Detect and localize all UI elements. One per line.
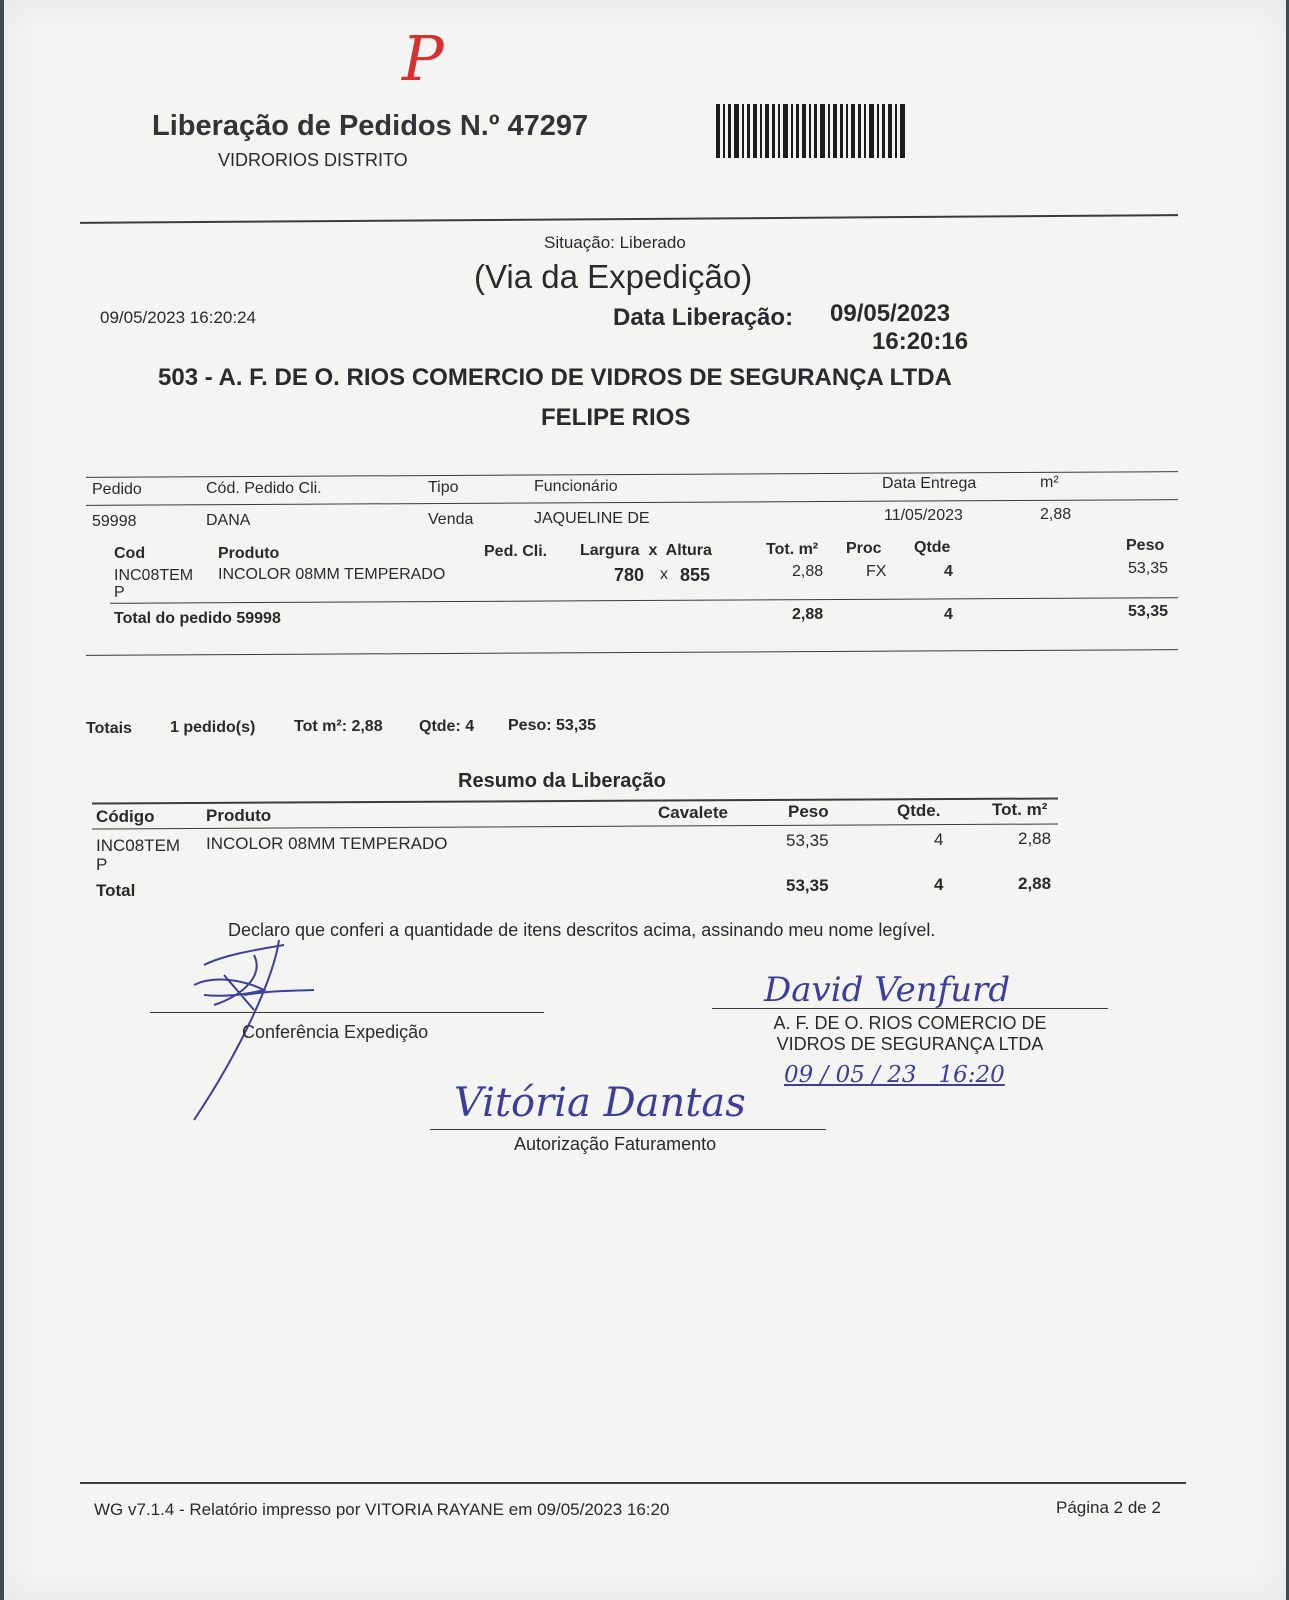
item-header-ped-cli: Ped. Cli. bbox=[484, 543, 548, 560]
data-liberacao-date: 09/05/2023 bbox=[830, 300, 951, 327]
col-header-pedido: Pedido bbox=[92, 481, 142, 498]
item-header-peso: Peso bbox=[1126, 537, 1165, 554]
order-total-tot-m2: 2,88 bbox=[792, 606, 824, 623]
client-contact: FELIPE RIOS bbox=[541, 404, 691, 431]
resumo-header-peso: Peso bbox=[788, 802, 829, 821]
footer-divider bbox=[80, 1482, 1186, 1484]
resumo-total-peso: 53,35 bbox=[786, 876, 829, 895]
totais-label: Totais bbox=[86, 720, 132, 737]
document-page bbox=[4, 0, 1286, 1600]
resumo-title: Resumo da Liberação bbox=[458, 770, 666, 792]
order-m2: 2,88 bbox=[1040, 506, 1072, 523]
col-header-funcionario: Funcionário bbox=[534, 478, 618, 495]
resumo-qtde: 4 bbox=[934, 830, 944, 849]
via-label: (Via da Expedição) bbox=[474, 258, 753, 295]
item-x: x bbox=[660, 566, 668, 583]
conferencia-label: Conferência Expedição bbox=[242, 1022, 429, 1042]
item-largura: 780 bbox=[614, 565, 645, 585]
item-qtde: 4 bbox=[944, 563, 953, 580]
totais-qtde: Qtde: 4 bbox=[419, 718, 475, 735]
resumo-header-tot-m2: Tot. m² bbox=[992, 800, 1048, 819]
item-cod-cont: P bbox=[114, 584, 125, 601]
divider bbox=[110, 597, 1178, 604]
resumo-header-qtde: Qtde. bbox=[897, 801, 941, 820]
col-header-cod-pedido-cli: Cód. Pedido Cli. bbox=[206, 480, 322, 497]
resumo-header-codigo: Código bbox=[96, 807, 155, 826]
client-signature: David Venfurd bbox=[764, 970, 1011, 1010]
order-total-peso: 53,35 bbox=[1128, 603, 1169, 620]
signature-line bbox=[712, 1008, 1108, 1009]
col-header-tipo: Tipo bbox=[428, 479, 459, 496]
footer-page-number: Página 2 de 2 bbox=[1056, 1498, 1161, 1517]
resumo-total-label: Total bbox=[96, 881, 136, 900]
col-header-m2: m² bbox=[1040, 474, 1059, 491]
resumo-header-produto: Produto bbox=[206, 806, 272, 825]
item-cod: INC08TEM bbox=[114, 567, 194, 584]
item-tot-m2: 2,88 bbox=[792, 563, 824, 580]
declaration-text: Declaro que conferi a quantidade de itens descritos acima, assinando meu nome legível. bbox=[228, 920, 936, 940]
resumo-produto: INCOLOR 08MM TEMPERADO bbox=[206, 834, 448, 853]
company-name: VIDRORIOS DISTRITO bbox=[218, 150, 408, 170]
order-total-label: Total do pedido 59998 bbox=[114, 610, 281, 627]
item-header-produto: Produto bbox=[218, 545, 280, 562]
resumo-codigo-cont: P bbox=[96, 855, 108, 874]
item-header-tot-m2: Tot. m² bbox=[766, 541, 819, 558]
footer-report-info: WG v7.1.4 - Relatório impresso por VITORIA RAYANE em 09/05/2023 16:20 bbox=[94, 1500, 670, 1519]
handwritten-mark: P bbox=[402, 22, 444, 95]
resumo-tot-m2: 2,88 bbox=[1018, 829, 1052, 848]
resumo-header-cavalete: Cavalete bbox=[658, 803, 728, 822]
item-header-proc: Proc bbox=[846, 540, 882, 557]
divider bbox=[86, 499, 1178, 506]
client-signature-name-2: VIDROS DE SEGURANÇA LTDA bbox=[776, 1034, 1044, 1054]
client-signature-name-1: A. F. DE O. RIOS COMERCIO DE bbox=[773, 1013, 1047, 1033]
item-proc: FX bbox=[866, 563, 887, 580]
resumo-codigo: INC08TEM bbox=[96, 836, 181, 855]
page-title: Liberação de Pedidos N.º 47297 bbox=[152, 110, 589, 142]
client-name: 503 - A. F. DE O. RIOS COMERCIO DE VIDROS DE SEGURANÇA LTDA bbox=[158, 364, 952, 391]
item-header-qtde: Qtde bbox=[914, 539, 951, 556]
signature-line bbox=[430, 1129, 826, 1130]
autorizacao-signature: Vitória Dantas bbox=[454, 1080, 746, 1126]
data-liberacao-label: Data Liberação: bbox=[613, 304, 794, 331]
signature-line bbox=[150, 1012, 544, 1013]
item-header-largura-altura: Largura x Altura bbox=[580, 542, 712, 559]
totais-pedidos: 1 pedido(s) bbox=[170, 719, 256, 736]
status-situacao: Situação: Liberado bbox=[544, 233, 686, 252]
item-header-cod: Cod bbox=[114, 545, 146, 562]
resumo-total-tot-m2: 2,88 bbox=[1018, 874, 1052, 893]
resumo-peso: 53,35 bbox=[786, 831, 829, 850]
order-tipo: Venda bbox=[428, 511, 474, 528]
autorizacao-label: Autorização Faturamento bbox=[514, 1134, 717, 1154]
resumo-total-qtde: 4 bbox=[934, 875, 944, 894]
col-header-data-entrega: Data Entrega bbox=[882, 475, 977, 492]
divider bbox=[80, 214, 1178, 224]
order-funcionario: JAQUELINE DE bbox=[534, 510, 650, 527]
printed-datetime: 09/05/2023 16:20:24 bbox=[100, 308, 256, 327]
divider bbox=[86, 471, 1178, 478]
client-signature-date: 09 / 05 / 23 16:20 bbox=[784, 1062, 1005, 1088]
barcode-image bbox=[716, 104, 908, 160]
divider bbox=[86, 649, 1178, 656]
order-pedido: 59998 bbox=[92, 513, 137, 530]
data-liberacao-time: 16:20:16 bbox=[872, 328, 969, 355]
order-cod-pedido-cli: DANA bbox=[206, 512, 251, 529]
item-peso: 53,35 bbox=[1128, 560, 1169, 577]
item-altura: 855 bbox=[680, 565, 711, 585]
totais-peso: Peso: 53,35 bbox=[508, 717, 597, 734]
item-produto: INCOLOR 08MM TEMPERADO bbox=[218, 566, 446, 583]
order-total-qtde: 4 bbox=[944, 606, 953, 623]
order-data-entrega: 11/05/2023 bbox=[884, 507, 963, 524]
totais-tot-m2: Tot m²: 2,88 bbox=[294, 718, 383, 735]
